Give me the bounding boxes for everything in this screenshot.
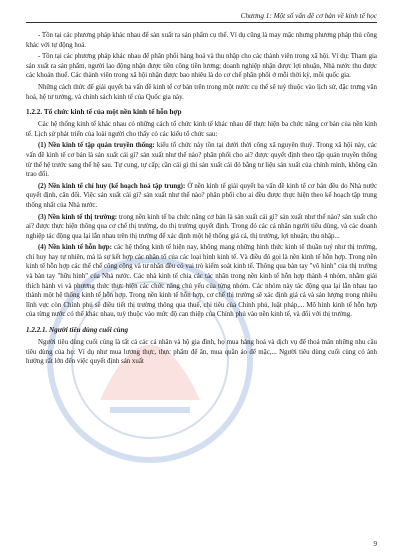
- list-item: [26, 243, 377, 320]
- item-term: (4) Nền kinh tế hỗn hợp:: [38, 244, 112, 252]
- item-term: (3) Nền kinh tế thị trường:: [38, 213, 118, 221]
- page-number: 9: [373, 540, 377, 548]
- page-body: [26, 31, 377, 369]
- paragraph: Các hệ thống kinh tế khác nhau có những cách tổ chức kinh tế khác nhau để thực hiện ba chức năng cơ bản của nền kinh tế. Lịch sử phát triển của loài người cho thấy có các kiểu tổ chức sau:: [26, 121, 377, 138]
- running-header: Chương 1: Một số vấn đề cơ bản về kinh tế học: [26, 12, 377, 23]
- item-text: trong nền kinh tế ba chức năng cơ bản là sản xuất cái gì? sản xuất như thế nào? sản xuất cho ai? được thực hiện thông qua cơ chế thị trường, do thị trường quyết định. Trong đó các cá nhân người tiêu dùng, và các doanh nghiệp tác động qua lại lẫn nhau trên thị trường để xác định một hệ thống giá cả, thị trường, lợi nhuận, thu nhập...: [26, 213, 378, 240]
- item-term: (2) Nền kinh tế chỉ huy (kế hoạch hoá tập trung):: [38, 182, 186, 190]
- list-item: [26, 141, 377, 179]
- item-term: (1) Nền kinh tế tập quán truyền thống:: [38, 142, 155, 150]
- section-title: 1.2.2. Tổ chức kinh tế của một nền kinh tế hỗn hợp: [26, 108, 182, 117]
- list-item: [26, 213, 377, 242]
- item-text: các hệ thống kinh tế hiện nay, không mang những hình thức kinh tế thuần tuý như thị trường, chỉ huy hay tự nhiên, mà là sự kết hợp các nhân tố của các loại hình kinh tế. Và điều đó gọi là nền kinh tế hỗn hợp. Trong nền kinh tế hỗn hợp các thể chế công cộng và tư nhân đều có vai trò kiểm soát kinh tế. Thông qua bàn tay "vô hình" của thị trường và bàn tay "hữu hình" của Nhà nước. Các nhà kinh tế chia các tác nhân trong nền kinh tế hỗn hợp thành 4 nhóm, nhằm giải thích hành vi và phương thức thực hiện các chức năng chủ yếu của từng nhóm. Các nhóm này tác động qua lại lẫn nhau tạo thành một hệ thống kinh tế hỗn hợp. Trong nền kinh tế hỗn hợp, cơ chế thị trường sẽ xác định giá cả và sản lượng trong nhiều lĩnh vực còn Chính phủ sẽ điều tiết thị trường thông qua thuế, chi tiêu của Chính phủ, luật pháp,... Mô hình kinh tế hỗn hợp của từng nước có thể khác nhau, tuỳ thuộc vào mức độ can thiệp của Chính phủ vào nền kinh tế, và đối với thị trường.: [26, 244, 377, 319]
- paragraph: Người tiêu dùng cuối cùng là tất cả các cá nhân và hộ gia đình, họ mua hàng hoá và dịch vụ để thoả mãn những nhu cầu tiêu dùng của họ: Ví dụ như mua lương thực, thực phẩm để ăn, mua quần áo để mặc,... Người tiêu dùng cuối cùng có ảnh hưởng rất lớn đến việc quyết định sản xuất: [26, 339, 377, 366]
- paragraph: - Tồn tại các phương pháp khác nhau để sản xuất ra sản phẩm cụ thể. Ví dụ cũng là may mặc nhưng phương pháp thủ công khác với tự động hoá.: [26, 32, 377, 49]
- item-text: Ở nền kinh tế giải quyết ba vấn đề kinh tế cơ bản đều do Nhà nước quyết định, cân đối. Việc sản xuất cái gì? sản xuất như thế nào? phân phối cho ai đều được thực hiện theo kế hoạch tập trung thống nhất của Nhà nước.: [26, 182, 378, 209]
- item-text: kiểu tổ chức này tồn tại dưới thời công xã nguyên thuỷ. Trong xã hội này, các vấn đề kinh tế cơ bản là sản xuất cái gì? sản xuất như thế nào? phân phối cho ai? được quyết định theo tập quán truyền thống từ thế hệ trước sang thế hệ sau. Tự cung, tự cấp; cần cái gì thì sản xuất cái đó bằng tư liệu sản xuất của chính mình, không cần trao đổi.: [26, 142, 377, 179]
- paragraph: Những cách thức để giải quyết ba vấn đề kinh tế cơ bản trên trong một nước cụ thể sẽ tuỳ thuộc vào lịch sử, đặc trưng văn hoá, hệ tư tưởng, và chính sách kinh tế của Quốc gia này.: [26, 83, 377, 101]
- subsection-title: 1.2.2.1. Người tiêu dùng cuối cùng: [26, 326, 129, 335]
- list-item: [26, 182, 377, 211]
- paragraph: - Tồn tại các phương pháp khác nhau để phân phối hàng hoá và thu nhập cho các thành viên trong xã hội. Ví dụ: Tham gia sản xuất ra sản phẩm, người lao động nhận được tiền công tiền lương; doanh nghiệp nhận được lợi nhuận, Nhà nước thu được các khoản thuế. Các thành viên trong xã hội nhận được bao nhiêu là do cơ chế phân phối ở mỗi thời kỳ, mỗi quốc gia.: [26, 53, 377, 80]
